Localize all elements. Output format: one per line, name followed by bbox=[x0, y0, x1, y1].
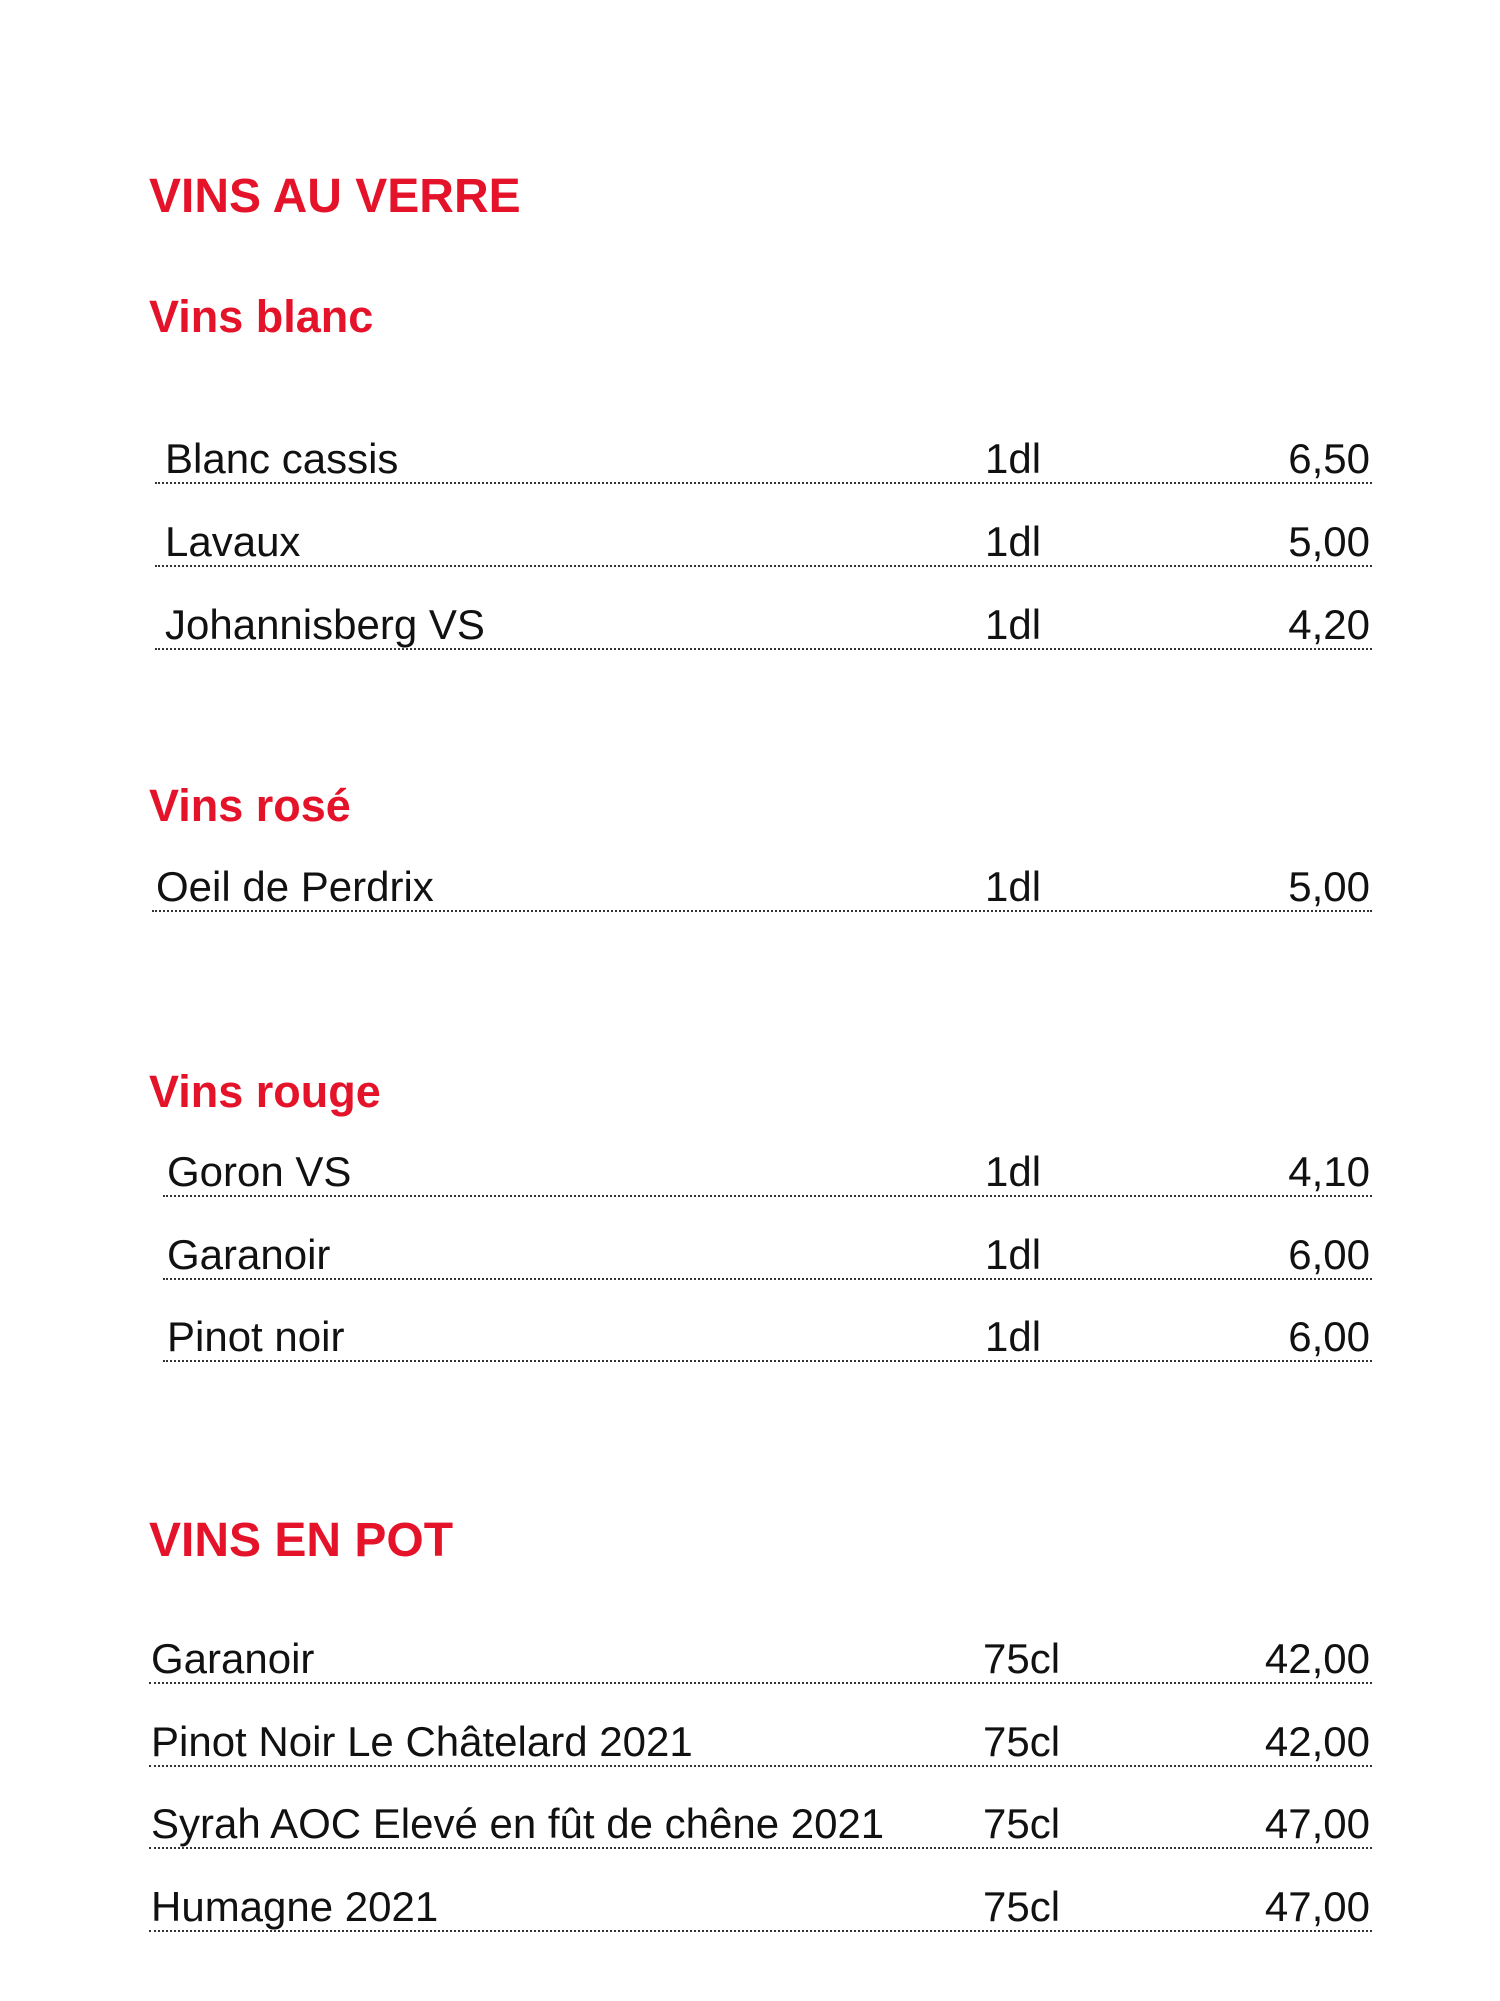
item-price: 42,00 bbox=[1264, 1718, 1370, 1765]
item-price: 6,00 bbox=[1288, 1313, 1370, 1360]
menu-item-row bbox=[155, 436, 1372, 484]
menu-item-row bbox=[163, 1149, 1372, 1197]
menu-item-row bbox=[149, 1636, 1372, 1684]
item-name: Garanoir bbox=[167, 1231, 331, 1278]
item-volume: 75cl bbox=[983, 1635, 1061, 1682]
menu-item-row bbox=[163, 1314, 1372, 1362]
item-name: Johannisberg VS bbox=[165, 601, 485, 648]
item-name: Goron VS bbox=[167, 1148, 352, 1195]
item-name: Garanoir bbox=[151, 1635, 315, 1682]
item-price: 4,10 bbox=[1288, 1148, 1370, 1195]
menu-item-row bbox=[155, 602, 1372, 650]
menu-item-row bbox=[152, 864, 1372, 912]
item-volume: 75cl bbox=[983, 1718, 1061, 1765]
menu-item-row bbox=[163, 1232, 1372, 1280]
group-title-vins-rose: Vins rosé bbox=[149, 780, 351, 831]
item-name: Humagne 2021 bbox=[151, 1883, 439, 1930]
item-name: Pinot noir bbox=[167, 1313, 345, 1360]
group-title-vins-blanc: Vins blanc bbox=[149, 291, 374, 342]
item-price: 47,00 bbox=[1264, 1800, 1370, 1847]
item-name: Oeil de Perdrix bbox=[156, 863, 434, 910]
item-name: Syrah AOC Elevé en fût de chêne 2021 bbox=[151, 1800, 885, 1847]
item-volume: 1dl bbox=[985, 863, 1042, 910]
item-name: Pinot Noir Le Châtelard 2021 bbox=[151, 1718, 693, 1765]
item-volume: 1dl bbox=[985, 601, 1042, 648]
item-volume: 1dl bbox=[985, 435, 1042, 482]
item-volume: 1dl bbox=[985, 1148, 1042, 1195]
item-volume: 75cl bbox=[983, 1800, 1061, 1847]
menu-item-row bbox=[155, 519, 1372, 567]
item-volume: 1dl bbox=[985, 1313, 1042, 1360]
group-title-vins-rouge: Vins rouge bbox=[149, 1066, 381, 1117]
item-name: Lavaux bbox=[165, 518, 301, 565]
section-title-vins-au-verre: VINS AU VERRE bbox=[149, 170, 521, 223]
item-price: 42,00 bbox=[1264, 1635, 1370, 1682]
item-volume: 75cl bbox=[983, 1883, 1061, 1930]
item-volume: 1dl bbox=[985, 1231, 1042, 1278]
item-price: 4,20 bbox=[1288, 601, 1370, 648]
item-volume: 1dl bbox=[985, 518, 1042, 565]
item-price: 6,50 bbox=[1288, 435, 1370, 482]
menu-item-row bbox=[149, 1801, 1372, 1849]
menu-item-row bbox=[149, 1884, 1372, 1932]
item-name: Blanc cassis bbox=[165, 435, 399, 482]
item-price: 5,00 bbox=[1288, 863, 1370, 910]
item-price: 47,00 bbox=[1264, 1883, 1370, 1930]
item-price: 5,00 bbox=[1288, 518, 1370, 565]
menu-item-row bbox=[149, 1719, 1372, 1767]
item-price: 6,00 bbox=[1288, 1231, 1370, 1278]
section-title-vins-en-pot: VINS EN POT bbox=[149, 1514, 454, 1567]
